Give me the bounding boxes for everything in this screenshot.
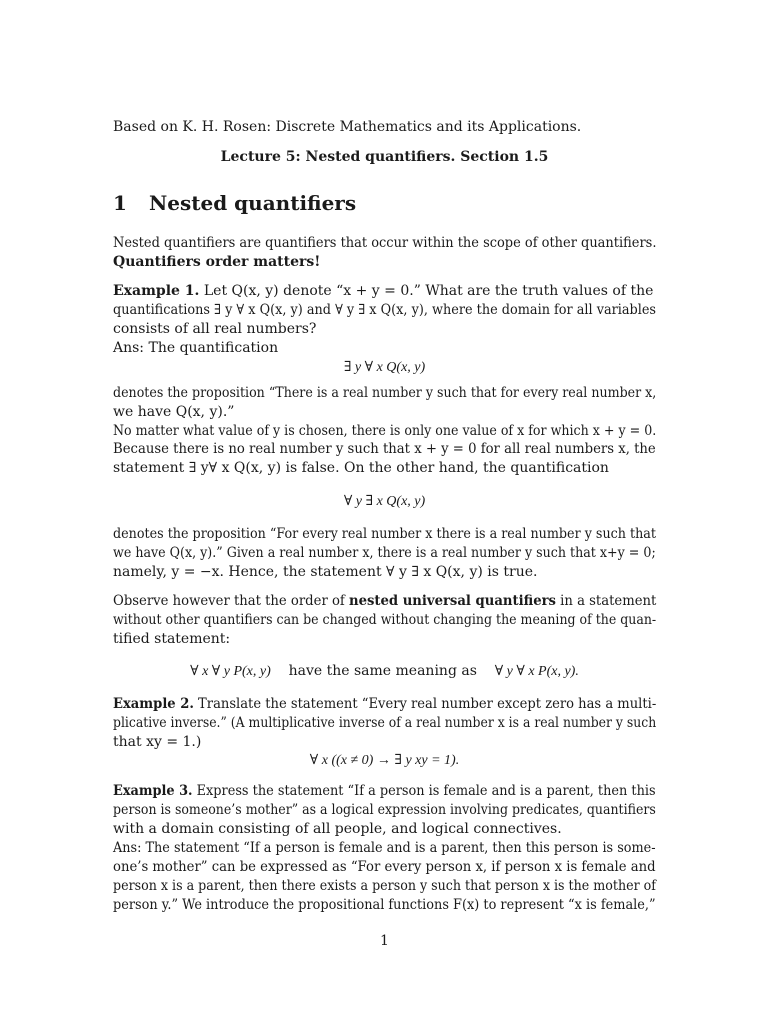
example2-line-3: that xy = 1.) — [113, 734, 202, 750]
page-number: 1 — [380, 933, 389, 949]
observe-equation — [113, 662, 656, 681]
example3-line-1 — [113, 782, 656, 801]
example2-line-1 — [113, 695, 656, 714]
example1-line-8: Because there is no real number y such that x + y = 0 for all real numbers x, the — [113, 441, 656, 457]
observe-text-a: Observe however that the order of — [113, 593, 349, 609]
example1-equation-2: ∀ y ∃ x Q(x, y) — [343, 494, 426, 509]
example1-line-7: No matter what value of y is chosen, there is only one value of x for which x + y = 0. — [113, 423, 657, 439]
observe-line-3: tified statement: — [113, 631, 231, 647]
example3-label: Example 3. — [113, 783, 193, 799]
example1-line-4: Ans: The quantification — [113, 340, 279, 356]
example1-label: Example 1. — [113, 283, 200, 299]
example2-text-1: Translate the statement “Every real number except zero has a multi- — [193, 696, 657, 712]
example1-line-12: namely, y = −x. Hence, the statement ∀ y ∃ x Q(x, y) is true. — [113, 564, 538, 580]
intro-emphasis: Quantifiers order matters! — [113, 254, 321, 270]
example1-equation-1: ∃ y ∀ x Q(x, y) — [343, 360, 426, 375]
example1-line-9: statement ∃ y∀ x Q(x, y) is false. On the other hand, the quantification — [113, 460, 609, 476]
example2-equation: ∀ x ((x ≠ 0) → ∃ y xy = 1). — [309, 753, 460, 768]
example3-line-3: with a domain consisting of all people, and logical connectives. — [113, 821, 562, 837]
lecture-title: Lecture 5: Nested quantifiers. Section 1.5 — [220, 149, 549, 165]
observe-equation-left: ∀ x ∀ y P(x, y) — [190, 664, 271, 679]
intro-line-1: Nested quantifiers are quantifiers that occur within the scope of other quantifiers. — [113, 235, 657, 251]
example1-line-11: we have Q(x, y).” Given a real number x, there is a real number y such that x+y = 0; — [113, 545, 656, 561]
section-number: 1 — [113, 191, 127, 215]
example1-line-6: we have Q(x, y).” — [113, 404, 235, 420]
example1-line-2: quantifications ∃ y ∀ x Q(x, y) and ∀ y ∃ x Q(x, y), where the domain for all variables — [113, 302, 657, 318]
observe-equation-middle: have the same meaning as — [288, 663, 477, 679]
example1-text-1: Let Q(x, y) denote “x + y = 0.” What are the truth values of the — [199, 283, 654, 299]
observe-line-1 — [113, 592, 656, 611]
source-citation: Based on K. H. Rosen: Discrete Mathematics and its Applications. — [113, 119, 582, 135]
observe-line-2: without other quantifiers can be changed without changing the meaning of the quan- — [113, 612, 657, 628]
example1-line-3: consists of all real numbers? — [113, 321, 317, 337]
example3-line-5: one’s mother” can be expressed as “For every person x, if person x is female and — [113, 859, 656, 875]
example3-line-4: Ans: The statement “If a person is female and is a parent, then this person is some- — [113, 840, 656, 856]
example3-text-1: Express the statement “If a person is female and is a parent, then this — [192, 783, 656, 799]
example3-line-6: person x is a parent, then there exists a person y such that person x is the mother of — [113, 878, 656, 894]
section-title: Nested quantifiers — [149, 191, 357, 215]
example3-line-2: person is someone’s mother” as a logical expression involving predicates, quantifiers — [113, 802, 656, 818]
example2-line-2: plicative inverse.” (A multiplicative inverse of a real number x is a real number y such — [113, 715, 657, 731]
section-heading — [113, 191, 357, 215]
observe-emphasis: nested universal quantifiers — [348, 593, 556, 609]
observe-text-c: in a statement — [555, 593, 657, 609]
example1-line-1 — [113, 282, 653, 301]
example1-line-10: denotes the proposition “For every real number x there is a real number y such that — [113, 526, 656, 542]
example1-line-5: denotes the proposition “There is a real number y such that for every real number x, — [113, 385, 657, 401]
example3-line-7: person y.” We introduce the propositional functions F(x) to represent “x is female,” — [113, 897, 656, 913]
example2-label: Example 2. — [113, 696, 194, 712]
observe-equation-right: ∀ y ∀ x P(x, y). — [494, 664, 579, 679]
